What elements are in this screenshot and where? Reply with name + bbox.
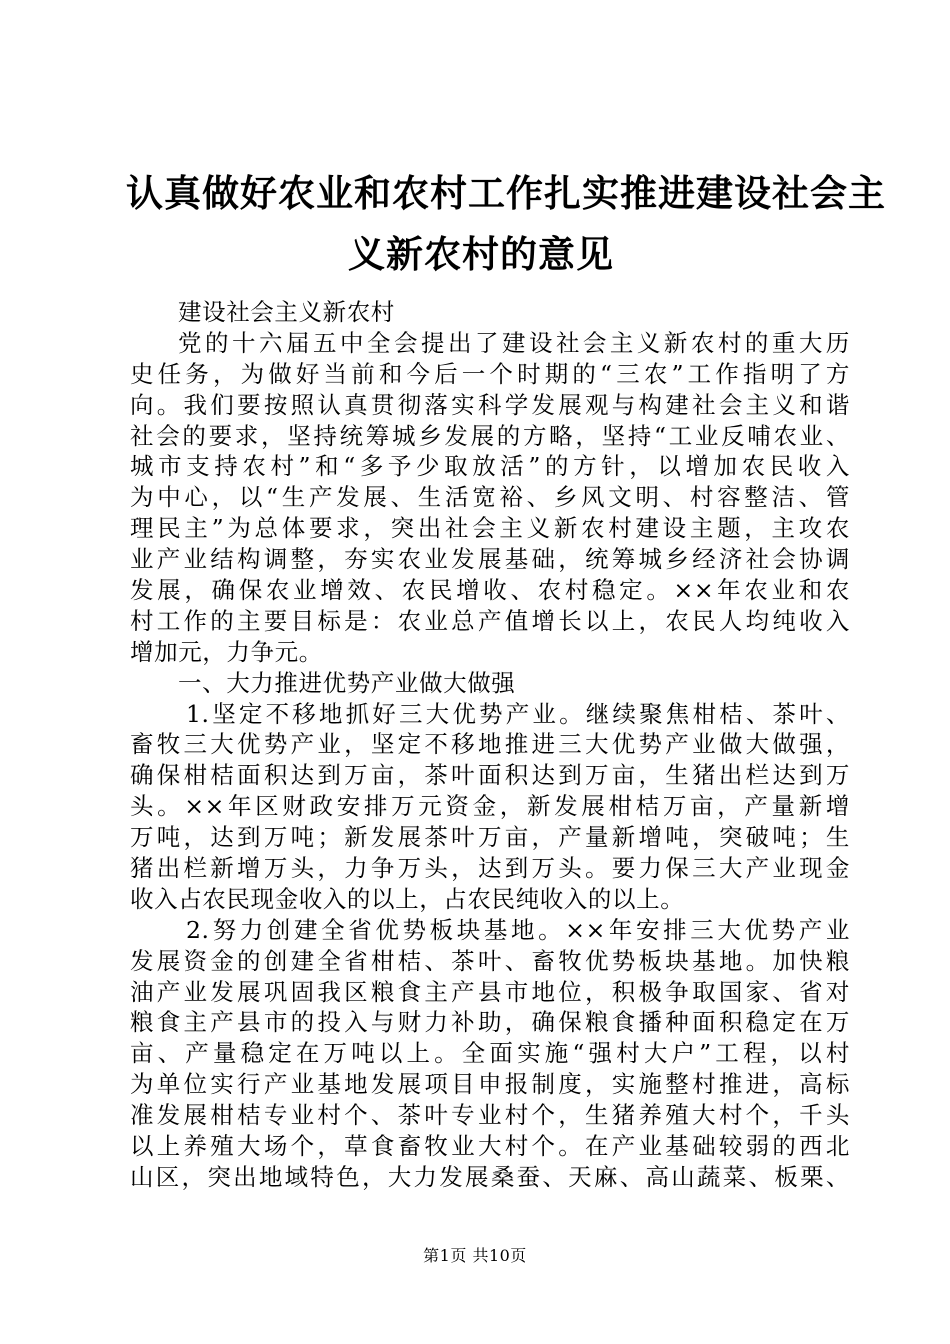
- body-line: 向。我们要按照认真贯彻落实科学发展观与构建社会主义和谐: [130, 390, 850, 419]
- body-line: 为单位实行产业基地发展项目申报制度，实施整村推进，高标: [130, 1070, 850, 1099]
- document-body: [130, 297, 850, 1193]
- body-line: 村工作的主要目标是：农业总产值增长以上，农民人均纯收入: [130, 606, 850, 635]
- body-line: 城市支持农村”和“多予少取放活”的方针，以增加农民收入: [130, 452, 850, 481]
- body-line: 山区，突出地域特色，大力发展桑蚕、天麻、高山蔬菜、板栗、: [130, 1162, 850, 1191]
- body-line: 发展资金的创建全省柑桔、茶叶、畜牧优势板块基地。加快粮: [130, 946, 850, 975]
- page-number-footer: 第1页 共10页: [423, 1246, 527, 1265]
- body-line: 万吨，达到万吨；新发展茶叶万亩，产量新增吨，突破吨；生: [130, 823, 850, 852]
- section-heading: 建设社会主义新农村: [178, 298, 395, 326]
- body-line: 业产业结构调整，夯实农业发展基础，统筹城乡经济社会协调: [130, 545, 850, 574]
- body-line: 亩、产量稳定在万吨以上。全面实施“强村大户”工程，以村: [130, 1039, 850, 1068]
- body-line: 党的十六届五中全会提出了建设社会主义新农村的重大历: [178, 328, 850, 357]
- body-line: 2.努力创建全省优势板块基地。××年安排三大优势产业: [186, 915, 850, 944]
- body-line: 1.坚定不移地抓好三大优势产业。继续聚焦柑桔、茶叶、: [186, 699, 850, 728]
- body-line: 粮食主产县市的投入与财力补助，确保粮食播种面积稳定在万: [130, 1008, 850, 1037]
- document-title-line-1: 认真做好农业和农村工作扎实推进建设社会主: [126, 171, 886, 215]
- body-line: 确保柑桔面积达到万亩，茶叶面积达到万亩，生猪出栏达到万: [130, 761, 850, 790]
- body-line: 为中心，以“生产发展、生活宽裕、乡风文明、村容整洁、管: [130, 483, 850, 512]
- body-line: 油产业发展巩固我区粮食主产县市地位，积极争取国家、省对: [130, 977, 850, 1006]
- body-line: 社会的要求，坚持统筹城乡发展的方略，坚持“工业反哺农业、: [130, 421, 850, 450]
- body-line: 准发展柑桔专业村个、茶叶专业村个，生猪养殖大村个，千头: [130, 1101, 850, 1130]
- body-line: 以上养殖大场个，草食畜牧业大村个。在产业基础较弱的西北: [130, 1132, 850, 1161]
- document-title-line-2: 义新农村的意见: [348, 232, 614, 276]
- body-line: 史任务，为做好当前和今后一个时期的“三农”工作指明了方: [130, 359, 850, 388]
- section-heading: 一、大力推进优势产业做大做强: [178, 668, 516, 697]
- body-line: 收入占农民现金收入的以上，占农民纯收入的以上。: [130, 884, 685, 913]
- body-line: 头。××年区财政安排万元资金，新发展柑桔万亩，产量新增: [130, 792, 850, 821]
- body-line: 增加元，力争元。: [130, 637, 323, 666]
- body-line: 发展，确保农业增效、农民增收、农村稳定。××年农业和农: [130, 576, 850, 605]
- body-line: 畜牧三大优势产业，坚定不移地推进三大优势产业做大做强，: [130, 730, 850, 759]
- body-line: 理民主”为总体要求，突出社会主义新农村建设主题，主攻农: [130, 514, 850, 543]
- body-line: 猪出栏新增万头，力争万头，达到万头。要力保三大产业现金: [130, 854, 850, 883]
